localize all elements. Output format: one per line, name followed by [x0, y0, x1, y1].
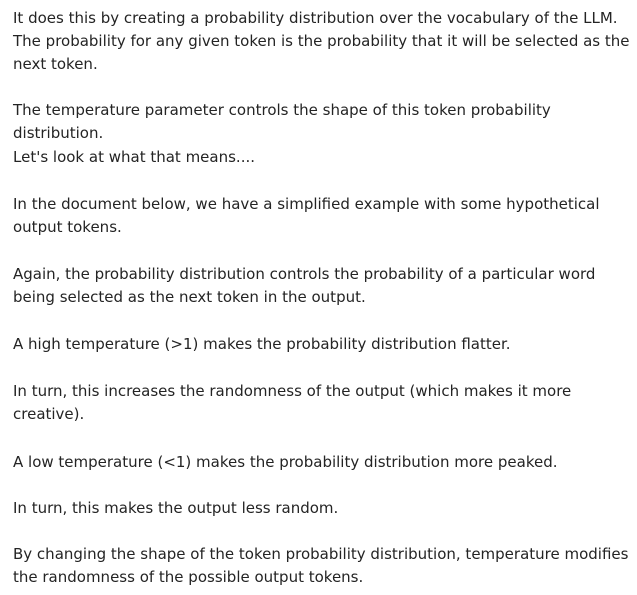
paragraph-3: Let's look at what that means....: [13, 148, 255, 166]
paragraph-10: By changing the shape of the token probability distribution, temperature modifies the randomness of the possible output tokens.: [13, 545, 629, 586]
paragraph-9: In turn, this makes the output less random.: [13, 499, 339, 517]
paragraph-6: A high temperature (>1) makes the probability distribution flatter.: [13, 335, 511, 353]
paragraph-8: A low temperature (<1) makes the probability distribution more peaked.: [13, 453, 558, 471]
paragraph-1: It does this by creating a probability distribution over the vocabulary of the LLM. The probability for any given token is the probability that it will be selected as the next token.: [13, 9, 630, 73]
paragraph-5: Again, the probability distribution controls the probability of a particular word being selected as the next token in the output.: [13, 265, 596, 306]
paragraph-4: In the document below, we have a simplified example with some hypothetical output tokens.: [13, 195, 600, 236]
paragraph-2: The temperature parameter controls the shape of this token probability distribution.: [13, 101, 551, 142]
paragraph-7: In turn, this increases the randomness of the output (which makes it more creative).: [13, 382, 572, 423]
